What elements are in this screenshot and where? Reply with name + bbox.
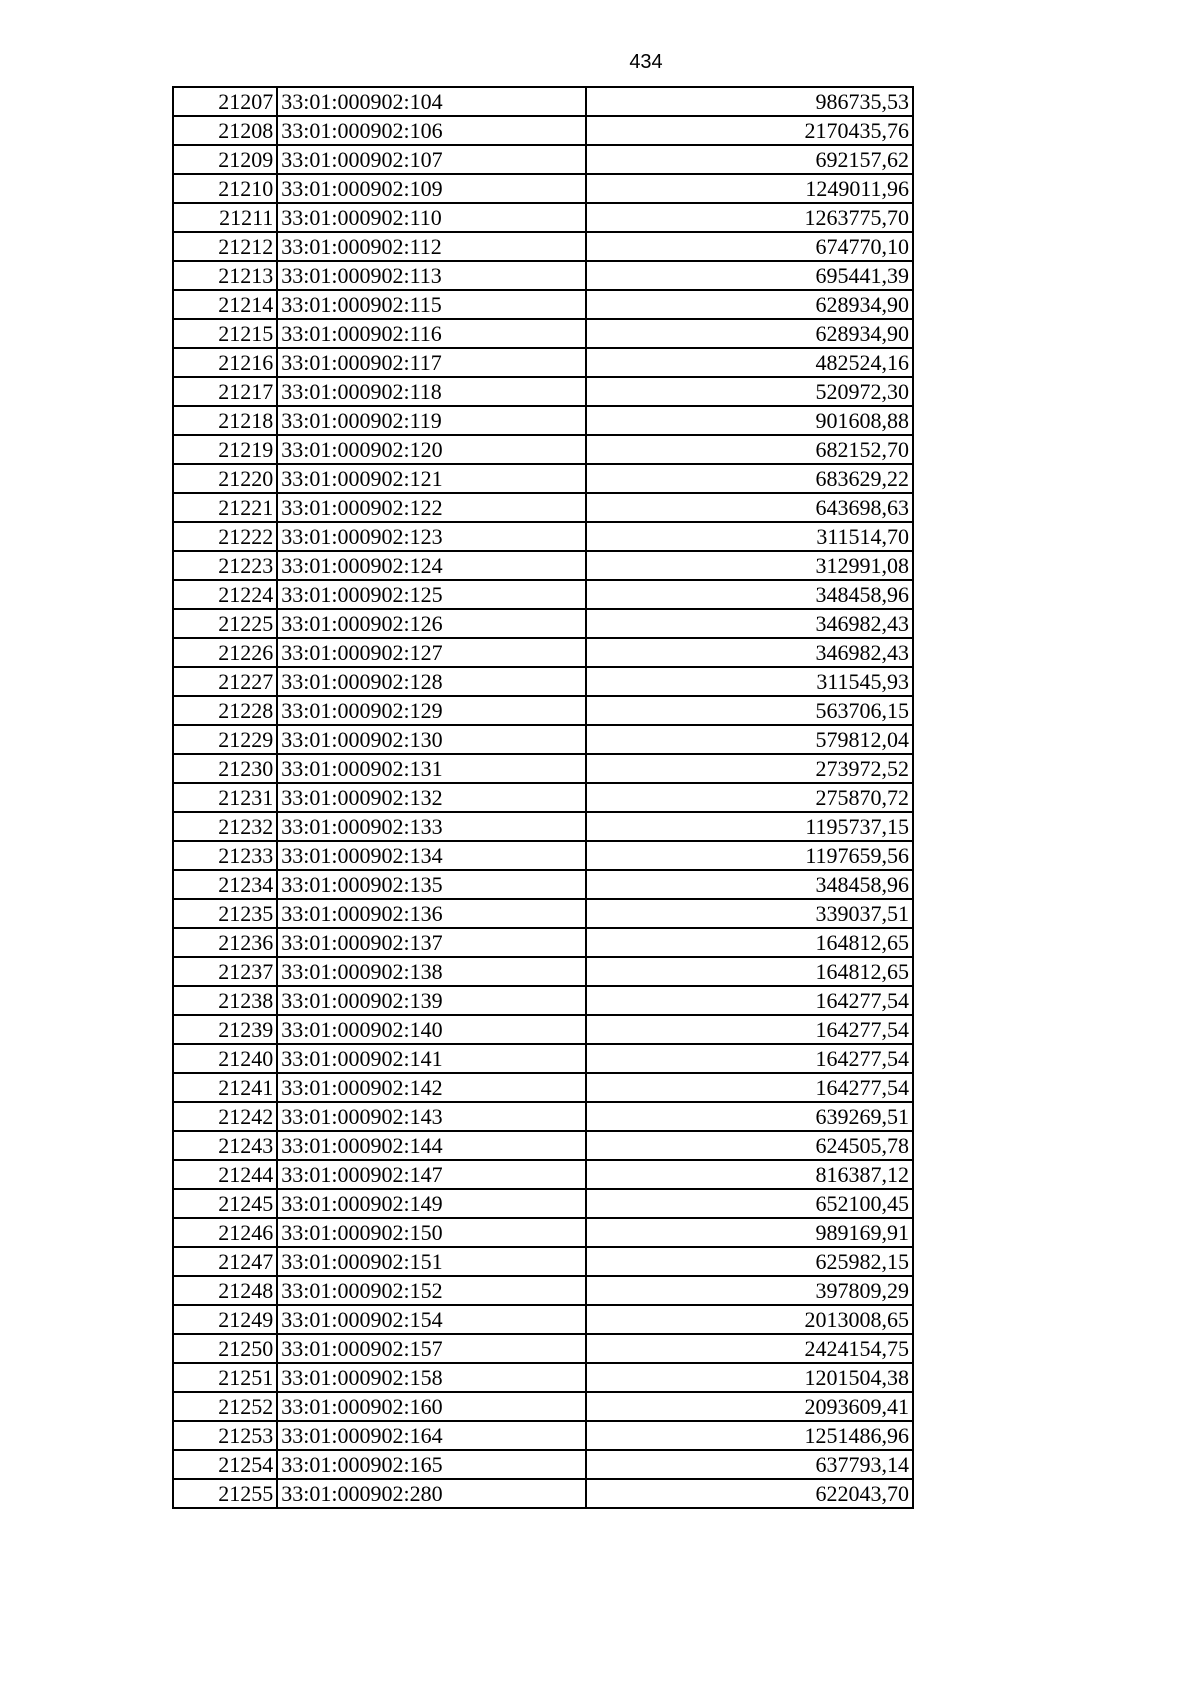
cadastral-value-cell: 674770,10 (586, 232, 913, 261)
cadastral-value-cell: 164812,65 (586, 928, 913, 957)
cadastral-number-cell: 33:01:000902:119 (277, 406, 586, 435)
cadastral-number-cell: 33:01:000902:117 (277, 348, 586, 377)
cadastral-value-cell: 628934,90 (586, 290, 913, 319)
cadastral-value-cell: 652100,45 (586, 1189, 913, 1218)
cadastral-value-cell: 1201504,38 (586, 1363, 913, 1392)
row-number-cell: 21253 (173, 1421, 277, 1450)
cadastral-value-cell: 2170435,76 (586, 116, 913, 145)
cadastral-value-cell: 816387,12 (586, 1160, 913, 1189)
cadastral-number-cell: 33:01:000902:116 (277, 319, 586, 348)
table-row (173, 696, 913, 725)
row-number-cell: 21215 (173, 319, 277, 348)
table-row (173, 1102, 913, 1131)
cadastral-number-cell: 33:01:000902:134 (277, 841, 586, 870)
table-row (173, 145, 913, 174)
row-number-cell: 21237 (173, 957, 277, 986)
cadastral-value-cell: 348458,96 (586, 580, 913, 609)
cadastral-number-cell: 33:01:000902:121 (277, 464, 586, 493)
cadastral-value-cell: 1195737,15 (586, 812, 913, 841)
table-row (173, 203, 913, 232)
row-number-cell: 21232 (173, 812, 277, 841)
row-number-cell: 21243 (173, 1131, 277, 1160)
cadastral-value-cell: 622043,70 (586, 1479, 913, 1508)
row-number-cell: 21255 (173, 1479, 277, 1508)
cadastral-number-cell: 33:01:000902:150 (277, 1218, 586, 1247)
table-row (173, 754, 913, 783)
table-row (173, 667, 913, 696)
cadastral-value-cell: 682152,70 (586, 435, 913, 464)
cadastral-number-cell: 33:01:000902:124 (277, 551, 586, 580)
cadastral-number-cell: 33:01:000902:138 (277, 957, 586, 986)
cadastral-number-cell: 33:01:000902:131 (277, 754, 586, 783)
cadastral-value-cell: 164277,54 (586, 1044, 913, 1073)
cadastral-number-cell: 33:01:000902:130 (277, 725, 586, 754)
row-number-cell: 21252 (173, 1392, 277, 1421)
table-row (173, 841, 913, 870)
cadastral-number-cell: 33:01:000902:154 (277, 1305, 586, 1334)
row-number-cell: 21222 (173, 522, 277, 551)
row-number-cell: 21211 (173, 203, 277, 232)
row-number-cell: 21224 (173, 580, 277, 609)
row-number-cell: 21233 (173, 841, 277, 870)
table-row (173, 464, 913, 493)
table-row (173, 783, 913, 812)
row-number-cell: 21226 (173, 638, 277, 667)
cadastral-value-cell: 346982,43 (586, 609, 913, 638)
cadastral-number-cell: 33:01:000902:164 (277, 1421, 586, 1450)
table-row (173, 1131, 913, 1160)
row-number-cell: 21228 (173, 696, 277, 725)
row-number-cell: 21247 (173, 1247, 277, 1276)
cadastral-number-cell: 33:01:000902:122 (277, 493, 586, 522)
cadastral-number-cell: 33:01:000902:133 (277, 812, 586, 841)
table-row (173, 1305, 913, 1334)
table-row (173, 232, 913, 261)
cadastral-value-cell: 348458,96 (586, 870, 913, 899)
row-number-cell: 21220 (173, 464, 277, 493)
cadastral-value-cell: 901608,88 (586, 406, 913, 435)
row-number-cell: 21207 (173, 87, 277, 116)
cadastral-value-cell: 311545,93 (586, 667, 913, 696)
cadastral-number-cell: 33:01:000902:107 (277, 145, 586, 174)
table-row (173, 377, 913, 406)
table-row (173, 928, 913, 957)
row-number-cell: 21217 (173, 377, 277, 406)
cadastral-value-cell: 312991,08 (586, 551, 913, 580)
cadastral-value-cell: 164277,54 (586, 1015, 913, 1044)
table-row (173, 1247, 913, 1276)
cadastral-number-cell: 33:01:000902:160 (277, 1392, 586, 1421)
cadastral-number-cell: 33:01:000902:140 (277, 1015, 586, 1044)
cadastral-number-cell: 33:01:000902:109 (277, 174, 586, 203)
cadastral-number-cell: 33:01:000902:118 (277, 377, 586, 406)
table-row (173, 1218, 913, 1247)
table-row (173, 1479, 913, 1508)
row-number-cell: 21249 (173, 1305, 277, 1334)
row-number-cell: 21235 (173, 899, 277, 928)
cadastral-value-cell: 695441,39 (586, 261, 913, 290)
cadastral-number-cell: 33:01:000902:157 (277, 1334, 586, 1363)
cadastral-value-cell: 986735,53 (586, 87, 913, 116)
table-row (173, 1334, 913, 1363)
cadastral-number-cell: 33:01:000902:128 (277, 667, 586, 696)
cadastral-number-cell: 33:01:000902:125 (277, 580, 586, 609)
cadastral-value-cell: 482524,16 (586, 348, 913, 377)
table-row (173, 1189, 913, 1218)
cadastral-value-cell: 1251486,96 (586, 1421, 913, 1450)
row-number-cell: 21223 (173, 551, 277, 580)
row-number-cell: 21241 (173, 1073, 277, 1102)
row-number-cell: 21214 (173, 290, 277, 319)
row-number-cell: 21219 (173, 435, 277, 464)
cadastral-value-cell: 989169,91 (586, 1218, 913, 1247)
table-row (173, 348, 913, 377)
cadastral-value-cell: 643698,63 (586, 493, 913, 522)
table-body (173, 87, 913, 1508)
table-row (173, 493, 913, 522)
cadastral-value-cell: 639269,51 (586, 1102, 913, 1131)
cadastral-number-cell: 33:01:000902:158 (277, 1363, 586, 1392)
table-row (173, 1392, 913, 1421)
cadastral-value-cell: 1197659,56 (586, 841, 913, 870)
cadastral-value-cell: 692157,62 (586, 145, 913, 174)
table-row (173, 1044, 913, 1073)
cadastral-value-cell: 563706,15 (586, 696, 913, 725)
cadastral-value-cell: 624505,78 (586, 1131, 913, 1160)
cadastral-number-cell: 33:01:000902:142 (277, 1073, 586, 1102)
cadastral-number-cell: 33:01:000902:147 (277, 1160, 586, 1189)
cadastral-number-cell: 33:01:000902:127 (277, 638, 586, 667)
cadastral-value-cell: 520972,30 (586, 377, 913, 406)
cadastral-number-cell: 33:01:000902:151 (277, 1247, 586, 1276)
cadastral-value-cell: 2424154,75 (586, 1334, 913, 1363)
table-row (173, 725, 913, 754)
table-row (173, 174, 913, 203)
table-row (173, 609, 913, 638)
cadastral-value-cell: 637793,14 (586, 1450, 913, 1479)
row-number-cell: 21209 (173, 145, 277, 174)
row-number-cell: 21221 (173, 493, 277, 522)
table-row (173, 87, 913, 116)
cadastral-value-cell: 1263775,70 (586, 203, 913, 232)
table-row (173, 1421, 913, 1450)
cadastral-value-cell: 579812,04 (586, 725, 913, 754)
table-row (173, 116, 913, 145)
row-number-cell: 21248 (173, 1276, 277, 1305)
cadastral-number-cell: 33:01:000902:129 (277, 696, 586, 725)
row-number-cell: 21251 (173, 1363, 277, 1392)
table-row (173, 406, 913, 435)
row-number-cell: 21231 (173, 783, 277, 812)
page-number: 434 (629, 51, 663, 73)
row-number-cell: 21218 (173, 406, 277, 435)
row-number-cell: 21236 (173, 928, 277, 957)
cadastral-number-cell: 33:01:000902:112 (277, 232, 586, 261)
cadastral-value-cell: 273972,52 (586, 754, 913, 783)
table-row (173, 1450, 913, 1479)
row-number-cell: 21239 (173, 1015, 277, 1044)
row-number-cell: 21240 (173, 1044, 277, 1073)
row-number-cell: 21250 (173, 1334, 277, 1363)
cadastral-value-cell: 164277,54 (586, 1073, 913, 1102)
cadastral-number-cell: 33:01:000902:132 (277, 783, 586, 812)
cadastral-value-table (172, 86, 914, 1509)
table-row (173, 812, 913, 841)
cadastral-number-cell: 33:01:000902:280 (277, 1479, 586, 1508)
cadastral-number-cell: 33:01:000902:115 (277, 290, 586, 319)
cadastral-number-cell: 33:01:000902:149 (277, 1189, 586, 1218)
table-row (173, 1015, 913, 1044)
cadastral-number-cell: 33:01:000902:165 (277, 1450, 586, 1479)
cadastral-number-cell: 33:01:000902:123 (277, 522, 586, 551)
cadastral-value-cell: 346982,43 (586, 638, 913, 667)
table-row (173, 638, 913, 667)
row-number-cell: 21244 (173, 1160, 277, 1189)
cadastral-value-cell: 164277,54 (586, 986, 913, 1015)
table-row (173, 1160, 913, 1189)
table-row (173, 435, 913, 464)
table-row (173, 899, 913, 928)
table-row (173, 1276, 913, 1305)
row-number-cell: 21225 (173, 609, 277, 638)
row-number-cell: 21229 (173, 725, 277, 754)
cadastral-number-cell: 33:01:000902:104 (277, 87, 586, 116)
cadastral-number-cell: 33:01:000902:137 (277, 928, 586, 957)
cadastral-number-cell: 33:01:000902:120 (277, 435, 586, 464)
cadastral-value-cell: 1249011,96 (586, 174, 913, 203)
cadastral-number-cell: 33:01:000902:136 (277, 899, 586, 928)
cadastral-value-cell: 164812,65 (586, 957, 913, 986)
table-row (173, 261, 913, 290)
table-row (173, 957, 913, 986)
cadastral-value-cell: 628934,90 (586, 319, 913, 348)
cadastral-number-cell: 33:01:000902:126 (277, 609, 586, 638)
row-number-cell: 21238 (173, 986, 277, 1015)
row-number-cell: 21242 (173, 1102, 277, 1131)
row-number-cell: 21208 (173, 116, 277, 145)
cadastral-number-cell: 33:01:000902:144 (277, 1131, 586, 1160)
cadastral-number-cell: 33:01:000902:139 (277, 986, 586, 1015)
cadastral-number-cell: 33:01:000902:143 (277, 1102, 586, 1131)
row-number-cell: 21212 (173, 232, 277, 261)
cadastral-value-cell: 311514,70 (586, 522, 913, 551)
table-row (173, 319, 913, 348)
row-number-cell: 21227 (173, 667, 277, 696)
row-number-cell: 21230 (173, 754, 277, 783)
table-row (173, 870, 913, 899)
cadastral-number-cell: 33:01:000902:152 (277, 1276, 586, 1305)
cadastral-value-cell: 397809,29 (586, 1276, 913, 1305)
table-row (173, 522, 913, 551)
cadastral-value-cell: 2093609,41 (586, 1392, 913, 1421)
cadastral-number-cell: 33:01:000902:135 (277, 870, 586, 899)
cadastral-number-cell: 33:01:000902:141 (277, 1044, 586, 1073)
cadastral-value-cell: 625982,15 (586, 1247, 913, 1276)
table-row (173, 580, 913, 609)
row-number-cell: 21213 (173, 261, 277, 290)
table-row (173, 1363, 913, 1392)
cadastral-number-cell: 33:01:000902:113 (277, 261, 586, 290)
cadastral-value-cell: 2013008,65 (586, 1305, 913, 1334)
table-row (173, 551, 913, 580)
row-number-cell: 21210 (173, 174, 277, 203)
row-number-cell: 21234 (173, 870, 277, 899)
cadastral-number-cell: 33:01:000902:106 (277, 116, 586, 145)
cadastral-value-cell: 275870,72 (586, 783, 913, 812)
row-number-cell: 21246 (173, 1218, 277, 1247)
table-row (173, 1073, 913, 1102)
row-number-cell: 21216 (173, 348, 277, 377)
table-row (173, 986, 913, 1015)
row-number-cell: 21254 (173, 1450, 277, 1479)
cadastral-value-cell: 683629,22 (586, 464, 913, 493)
table-row (173, 290, 913, 319)
row-number-cell: 21245 (173, 1189, 277, 1218)
cadastral-value-cell: 339037,51 (586, 899, 913, 928)
cadastral-number-cell: 33:01:000902:110 (277, 203, 586, 232)
